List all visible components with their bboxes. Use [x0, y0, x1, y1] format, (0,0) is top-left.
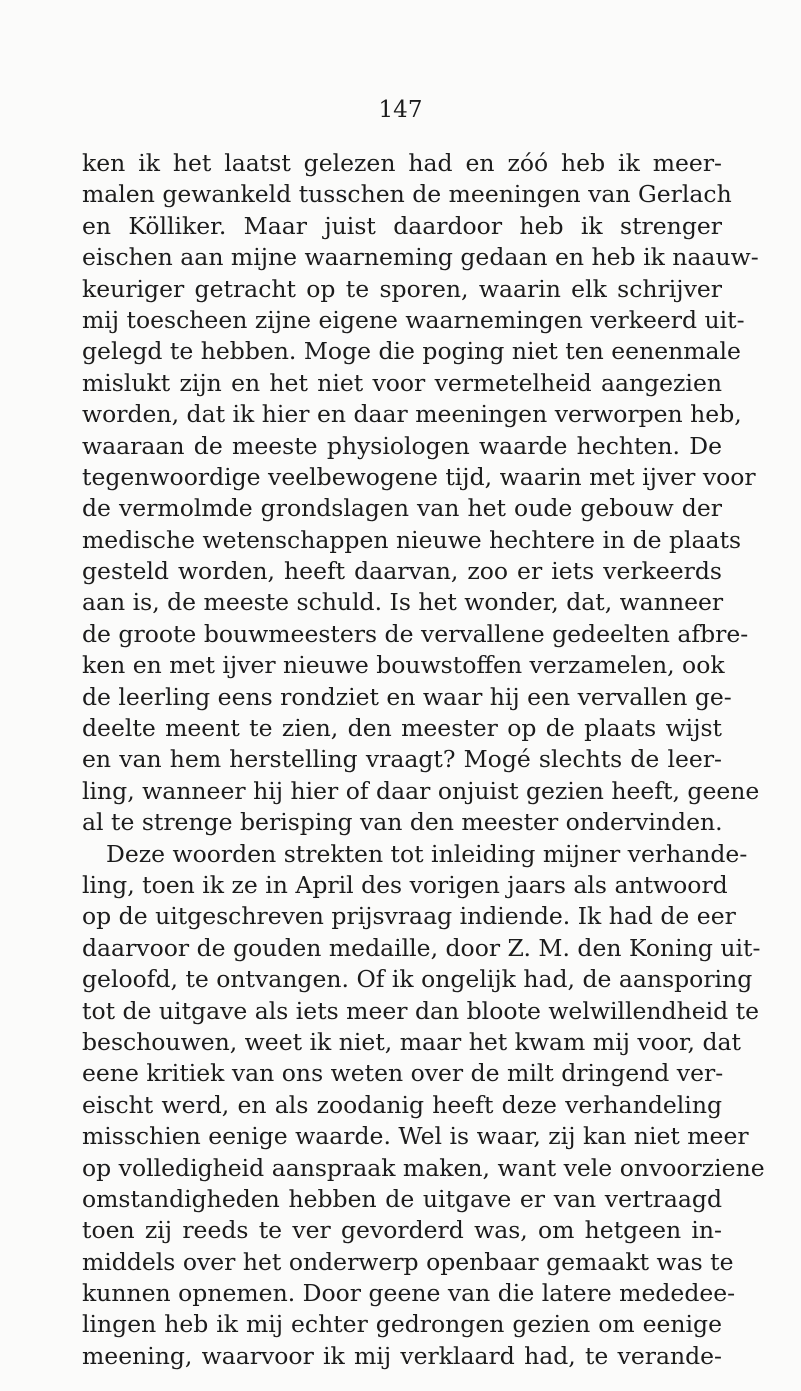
text-line: ken en met ijver nieuwe bouwstoffen verzamelen, ook — [82, 651, 725, 680]
text-line: ken ik het laatst gelezen had en zóó heb ik meer- — [82, 149, 722, 177]
text-line: misschien eenige waarde. Wel is waar, zij kan niet meer — [82, 1122, 749, 1151]
text-line: geloofd, te ontvangen. Of ik ongelijk had, de aansporing — [82, 965, 753, 994]
text-line: lingen heb ik mij echter gedrongen gezien om eenige — [82, 1310, 722, 1339]
text-line: omstandigheden hebben de uitgave er van vertraagd — [82, 1184, 722, 1213]
text-line: ling, toen ik ze in April des vorigen jaars als antwoord — [82, 870, 728, 899]
text-line: mij toescheen zijne eigene waarnemingen verkeerd uit- — [82, 305, 745, 334]
text-line: meening, waarvoor ik mij verklaard had, te verande- — [82, 1341, 722, 1370]
text-line: worden, dat ik hier en daar meeningen verworpen heb, — [82, 400, 742, 429]
text-line: en van hem herstelling vraagt? Mogé slechts de leer- — [82, 745, 722, 774]
text-line: eischt werd, en als zoodanig heeft deze verhandeling — [82, 1090, 722, 1119]
text-line: op volledigheid aanspraak maken, want vele onvoorziene — [82, 1153, 765, 1182]
text-line: daarvoor de gouden medaille, door Z. M. den Koning uit- — [82, 933, 761, 962]
text-line: en Kölliker. Maar juist daardoor heb ik strenger — [82, 211, 722, 240]
text-line: middels over het onderwerp openbaar gemaakt was te — [82, 1247, 734, 1276]
text-line: beschouwen, weet ik niet, maar het kwam mij voor, dat — [82, 1027, 741, 1056]
text-line: waaraan de meeste physiologen waarde hechten. De — [82, 431, 722, 460]
text-line: gelegd te hebben. Moge die poging niet ten eenenmale — [82, 337, 741, 366]
text-line: aan is, de meeste schuld. Is het wonder, dat, wanneer — [82, 588, 724, 617]
text-line: tegenwoordige veelbewogene tijd, waarin met ijver voor — [82, 462, 756, 491]
text-line: de vermolmde grondslagen van het oude gebouw der — [82, 494, 722, 523]
text-line: eischen aan mijne waarneming gedaan en heb ik naauw- — [82, 243, 759, 272]
text-line: deelte meent te zien, den meester op de plaats wijst — [82, 714, 722, 743]
body-text — [82, 148, 765, 1372]
text-line: toen zij reeds te ver gevorderd was, om hetgeen in- — [82, 1216, 722, 1245]
paragraph-start-line: Deze woorden strekten tot inleiding mijner verhande- — [106, 839, 748, 868]
text-line: tot de uitgave als iets meer dan bloote welwillendheid te — [82, 996, 760, 1025]
text-line: keuriger getracht op te sporen, waarin elk schrijver — [82, 274, 722, 303]
paragraph-end-line: al te strenge berisping van den meester ondervinden. — [82, 808, 723, 837]
page-number: 147 — [378, 97, 423, 123]
text-line: malen gewankeld tusschen de meeningen van Gerlach — [82, 180, 732, 209]
text-line: medische wetenschappen nieuwe hechtere in de plaats — [82, 525, 742, 554]
text-line: ling, wanneer hij hier of daar onjuist gezien heeft, geene — [82, 776, 760, 805]
text-line: de groote bouwmeesters de vervallene gedeelten afbre- — [82, 619, 749, 648]
text-line: gesteld worden, heeft daarvan, zoo er iets verkeerds — [82, 557, 722, 586]
text-line: eene kritiek van ons weten over de milt dringend ver- — [82, 1059, 724, 1088]
text-line: kunnen opnemen. Door geene van die latere mededee- — [82, 1279, 736, 1308]
text-line: op de uitgeschreven prijsvraag indiende. Ik had de eer — [82, 902, 736, 931]
text-line: de leerling eens rondziet en waar hij een vervallen ge- — [82, 682, 732, 711]
text-line: mislukt zijn en het niet voor vermetelheid aangezien — [82, 368, 722, 397]
